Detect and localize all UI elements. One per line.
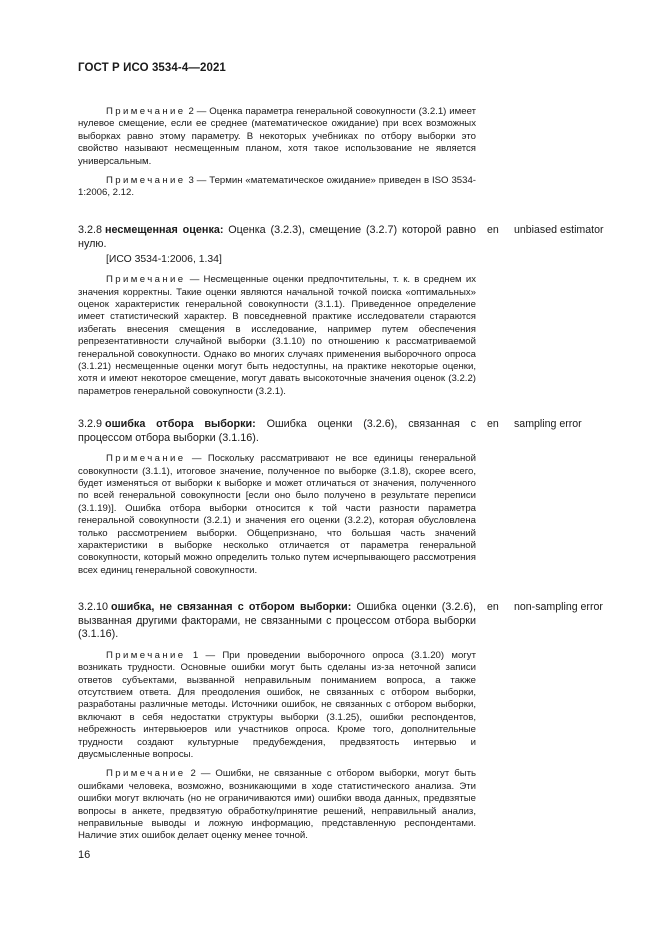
note-text: 2 — Оценка параметра генеральной совокупности (3.2.1) имеет нулевое смещение, если ее среднее (математическое ожидание) при всех возможных выборках равно этому параметру. В некоторых учебниках по отбору выборки это свойство называют несмещенным планом, хотя такое использование не является универсальным.	[78, 106, 476, 167]
term-definition	[78, 601, 476, 642]
note-lead: Примечание	[106, 274, 186, 286]
note-lead: Примечание	[106, 175, 186, 187]
note-text: 2 — Ошибки, не связанные с отбором выборки, могут быть ошибками человека, возможно, возникающими в ходе статистического анализа. Эти ошибки могут включать (но не ограничиваются ими) ошибки ввода данных, предвзятые вопросы в анкете, предвзятую обработку/принятие решений, неправильный анализ, неправильные выводы и ложную информацию, представленную респондентами. Наличие этих ошибок делает оценку менее точной.	[78, 768, 476, 842]
note-lead: Примечание	[106, 768, 186, 780]
top-notes	[78, 106, 476, 207]
note-paragraph	[78, 175, 476, 200]
language-code: en	[487, 418, 499, 430]
definition-text: Ошибка оценки (3.2.6), связанная с процессом отбора выборки (3.1.16).	[78, 418, 476, 444]
term-name: ошибка отбора выборки:	[105, 418, 256, 430]
note-paragraph	[78, 274, 476, 398]
definition-text: Ошибка оценки (3.2.6), вызванная другими факторами, не связанными с процессом отбора выборки (3.1.16).	[78, 601, 476, 641]
language-code: en	[487, 224, 499, 236]
term-number: 3.2.9	[78, 418, 103, 430]
definition-text: Оценка (3.2.3), смещение (3.2.7) которой равно нулю.	[78, 224, 476, 250]
term-name: ошибка, не связанная с отбором выборки:	[111, 601, 352, 613]
english-term: non-sampling error	[514, 601, 603, 613]
note-paragraph	[78, 453, 476, 577]
note-lead: Примечание	[106, 649, 186, 661]
note-text: 3 — Термин «математическое ожидание» приведен в ISO 3534-1:2006, 2.12.	[78, 175, 476, 199]
page-number: 16	[78, 849, 91, 861]
term-entry-3-2-9	[78, 418, 476, 584]
english-term: sampling error	[514, 418, 582, 430]
note-paragraph	[78, 106, 476, 168]
term-number: 3.2.8	[78, 224, 103, 236]
note-text: — Несмещенные оценки предпочтительны, т. к. в среднем их значения корректны. Такие оценки являются начальной точкой поиска «оптимальных» оценок характеристик генеральной совокупности (3.1.1). Приведенное определение имеет статистический характер. В повседневной практике исследователи стараются избегать внесения смещения в исследование, например путем обеспечения репрезентативности случайной выборки (3.1.10) по отношению к рассматриваемой генеральной совокупности. Однако во многих случаях применения выборочного опроса (3.1.21) несмещенные оценки могут быть недоступны, на практике некоторые оценки, хотя и имеют некоторое смещение, могут давать высокоточные значения оценок (3.2.2) параметров генеральной совокупности (3.2.1).	[78, 274, 476, 397]
term-definition	[78, 224, 476, 251]
note-text: — Поскольку рассматривают не все единицы генеральной совокупности (3.1.1), итоговое значение, полученное по выборке (3.1.8), скорее всего, будет изменяться от выборки к выборке и может отличаться от значения, полученного по всей генеральной совокупности [если оно было получено в результате переписи (3.1.19)]. Ошибка отбора выборки относится к той части разности параметра генеральной совокупности (3.2.1) и значения его оценки (3.2.2), которая обусловлена только рассмотрением выборки. Общепризнано, что большая часть значений характеристики в выборке несколько отличается от параметра генеральной совокупности, который можно определить только путем исчерпывающего рассмотрения всех единиц генеральной совокупности.	[78, 453, 476, 576]
note-lead: Примечание	[106, 106, 186, 117]
term-source: [ИСО 3534-1:2006, 1.34]	[106, 254, 222, 266]
english-term: unbiased estimator	[514, 224, 604, 236]
note-paragraph	[78, 650, 476, 762]
term-entry-3-2-8	[78, 224, 476, 405]
document-header: ГОСТ Р ИСО 3534-4—2021	[78, 62, 226, 74]
term-definition	[78, 418, 476, 445]
language-code: en	[487, 601, 499, 613]
term-entry-3-2-10	[78, 601, 476, 850]
term-number: 3.2.10	[78, 601, 109, 613]
note-paragraph	[78, 768, 476, 842]
term-name: несмещенная оценка:	[105, 224, 224, 236]
note-text: 1 — При проведении выборочного опроса (3.1.20) могут возникать трудности. Основные ошибки могут быть сделаны из-за неточной записи ответов субъектами, вызванной неправильным пониманием вопроса, а также отсутствием ответа. Для преодоления ошибок, не связанных с отбором выборки, разработаны различные методы. Источники ошибок, не связанных с отбором выборки, включают в себя недостатки структуры выборки (3.1.25), ошибки респондентов, небрежность интервьюеров или участников опроса. Кроме того, дополнительные трудности создают культурные предубеждения, предвзятость интервью и двусмысленные вопросы.	[78, 649, 476, 761]
note-lead: Примечание	[106, 453, 186, 465]
